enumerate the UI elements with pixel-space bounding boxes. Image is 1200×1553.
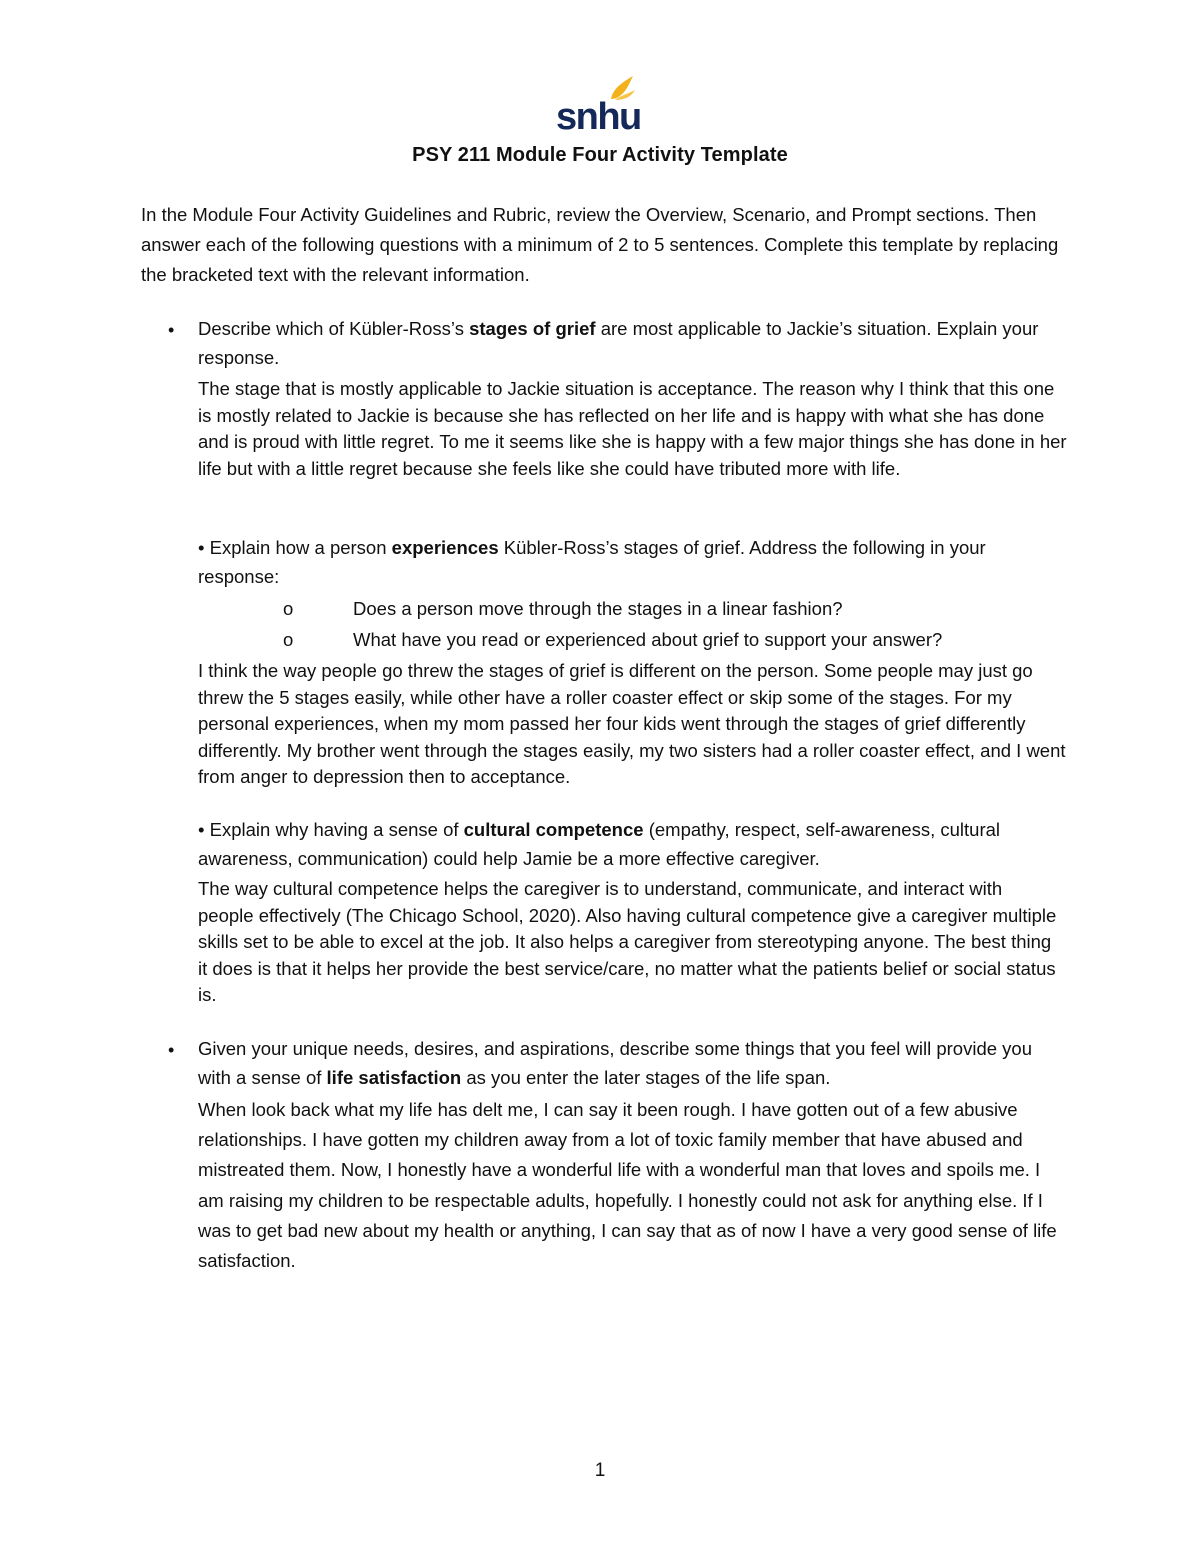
snhu-logo [553, 73, 643, 133]
intro-paragraph: In the Module Four Activity Guidelines and Rubric, review the Overview, Scenario, and Prompt sections. Then answer each of the following questions with a minimum of 2 to 5 sentences. Complete this template by replacing the bracketed text with the relevant information. [141, 204, 1059, 285]
question-text: are most applicable to Jackie’s situation. Explain your response. [198, 318, 1039, 368]
question-emphasis: stages of grief [469, 318, 596, 339]
question-text: Explain why having a sense of [209, 819, 464, 840]
answer-1: The stage that is mostly applicable to Jackie situation is acceptance. The reason why I think that this one is mostly related to Jackie is because she has reflected on her life and is happy with what she has done and is proud with little regret. To me it seems like she is happy with a few major things she has done in her life but with a little regret because she feels like she could have tributed more with life. [198, 378, 1067, 479]
question-emphasis: cultural competence [463, 819, 644, 840]
bullet-icon: • [168, 320, 175, 340]
question-emphasis: experiences [391, 537, 499, 558]
question-text: Kübler-Ross’s stages of grief. Address the following in your response: [198, 537, 986, 587]
sub-question-text: What have you read or experienced about grief to support your answer? [353, 629, 943, 650]
question-text: as you enter the later stages of the life span. [461, 1067, 831, 1088]
question-text: Describe which of Kübler-Ross’s [198, 318, 470, 339]
question-1 [198, 314, 1048, 372]
answer-4: When look back what my life has delt me, I can say it been rough. I have gotten out of a few abusive relationships. I have gotten my children away from a lot of toxic family member that have abused and mistreated them. Now, I honestly have a wonderful life with a wonderful man that loves and spoils me. I am raising my children to be respectable adults, hopefully. I honestly could not ask for anything else. If I was to get bad new about my health or anything, I can say that as of now I have a very good sense of life satisfaction. [198, 1099, 1057, 1272]
question-text: Explain how a person [209, 537, 392, 558]
question-3 [198, 815, 1048, 873]
bullet-icon: • [198, 819, 210, 840]
sub-question-2 [283, 625, 1043, 655]
bullet-icon: • [168, 1040, 175, 1060]
question-text: (empathy, respect, self-awareness, cultural awareness, communication) could help Jamie be a more effective caregiver. [198, 819, 1001, 869]
answer-2: I think the way people go threw the stages of grief is different on the person. Some people may just go threw the 5 stages easily, while other have a roller coaster effect or skip some of the stages. For my personal experiences, when my mom passed her four kids went through the stages of grief differently differently. My brother went through the stages easily, my two sisters had a roller coaster effect, and I went from anger to depression then to acceptance. [198, 660, 1066, 787]
sub-question-text: Does a person move through the stages in a linear fashion? [353, 598, 843, 619]
bullet-icon: • [198, 537, 210, 558]
answer-3: The way cultural competence helps the caregiver is to understand, communicate, and interact with people effectively (The Chicago School, 2020). Also having cultural competence give a caregiver multiple skills set to be able to excel at the job. It also helps a caregiver from stereotyping anyone. The best thing it does is that it helps her provide the best service/care, no matter what the patients belief or social status is. [198, 878, 1057, 1005]
page-title: PSY 211 Module Four Activity Template [412, 144, 788, 166]
question-emphasis: life satisfaction [326, 1067, 462, 1088]
flame-icon [553, 73, 643, 133]
logo-text: snhu [556, 96, 641, 133]
page-number: 1 [594, 1460, 606, 1481]
question-4 [198, 1034, 1068, 1092]
question-2 [198, 533, 1048, 591]
sub-bullet-icon: o [283, 598, 294, 619]
question-text: Given your unique needs, desires, and aspirations, describe some things that you feel will provide you with a sense of [198, 1038, 1032, 1088]
sub-bullet-icon: o [283, 629, 294, 650]
sub-question-1 [283, 594, 1043, 624]
